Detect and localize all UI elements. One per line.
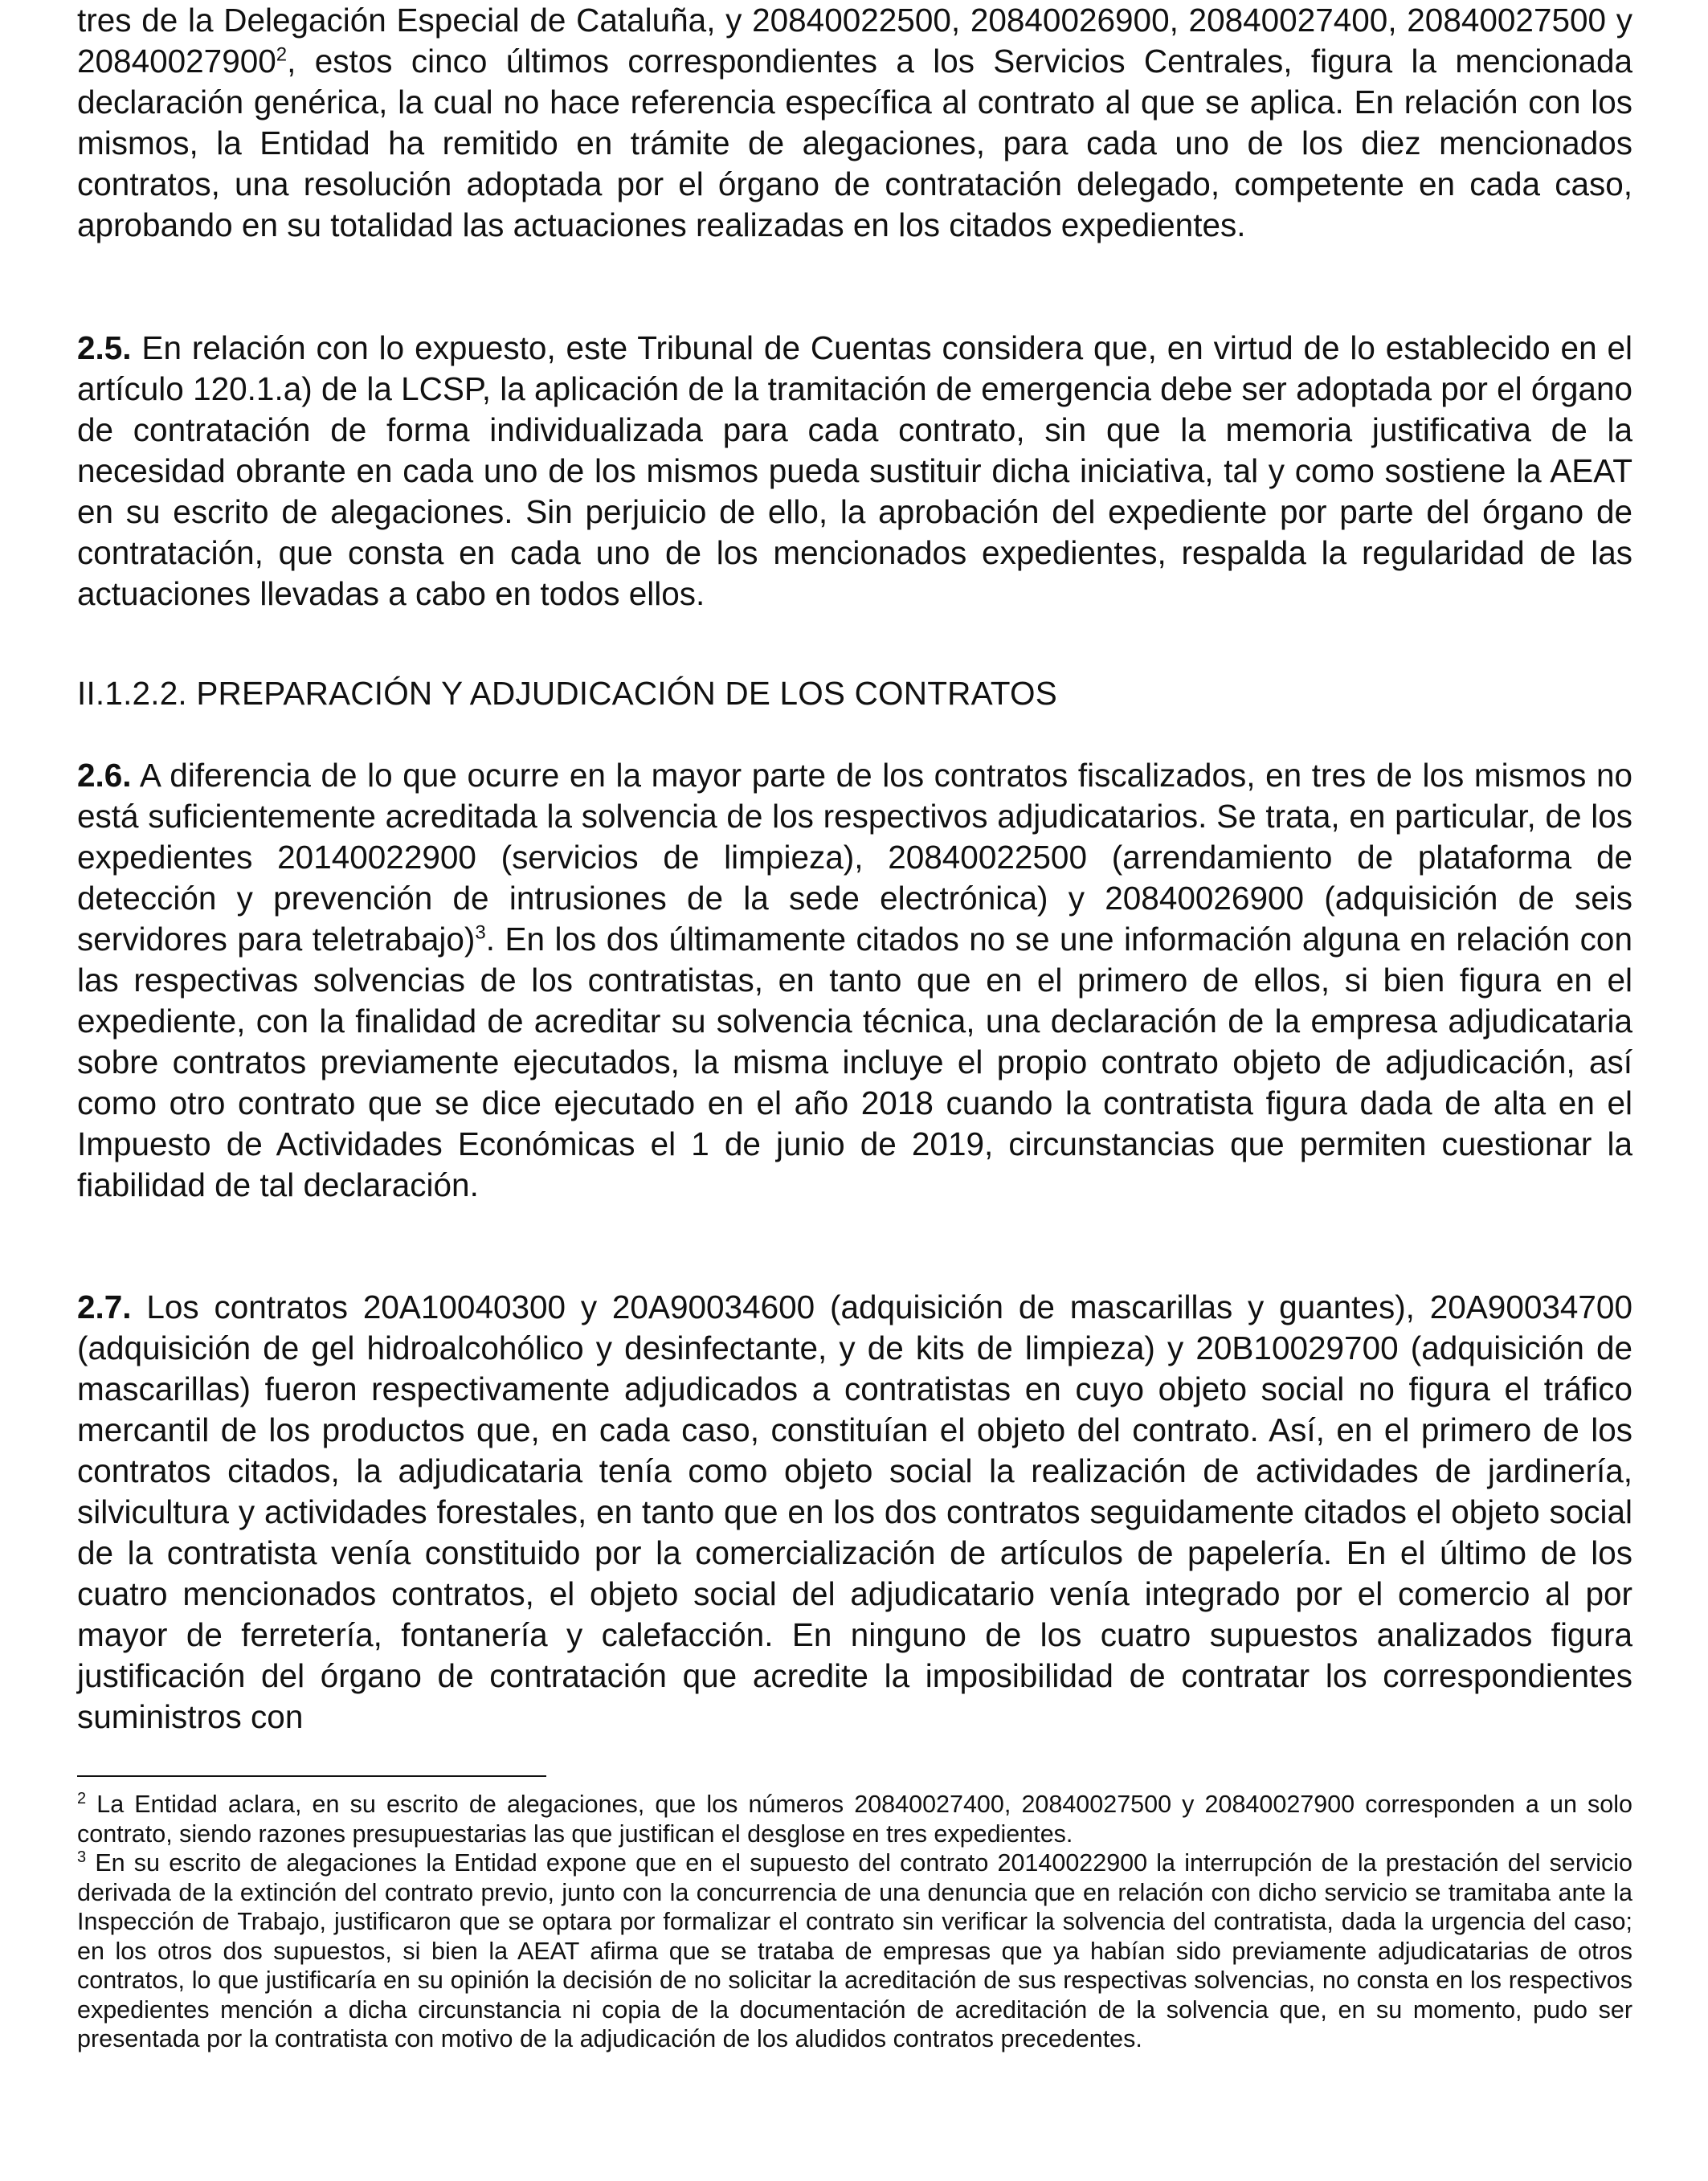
paragraph-2-5-text: En relación con lo expuesto, este Tribunal de Cuentas considera que, en virtud de lo establecido en el artículo 120.1.a) de la LCSP, la aplicación de la tramitación de emergencia debe ser adoptada por el órgano de contratación de forma individualizada para cada contrato, sin que la memoria justificativa de la necesidad obrante en cada uno de los mismos pueda sustituir dicha iniciativa, tal y como sostiene la AEAT en su escrito de alegaciones. Sin perjuicio de ello, la aprobación del expediente por parte del órgano de contratación, que consta en cada uno de los mencionados expedientes, respalda la regularidad de las actuaciones llevadas a cabo en todos ellos. [77,329,1632,612]
paragraph-2-6-text-a: A diferencia de lo que ocurre en la mayor parte de los contratos fiscalizados, en tres de los mismos no está suficientemente acreditada la solvencia de los respectivos adjudicatarios. Se trata, en particular, de los expedientes 20140022900 (servicios de limpieza), 20840022500 (arrendamiento de plataforma de detección y prevención de intrusiones de la sede electrónica) y 20840026900 (adquisición de seis servidores para teletrabajo) [77,757,1632,958]
footnote-3 [77,1848,1632,2054]
paragraph-2-7-text: Los contratos 20A10040300 y 20A90034600 (adquisición de mascarillas y guantes), 20A90034700 (adquisición de gel hidroalcohólico y desinfectante, y de kits de limpieza) y 20B10029700 (adquisición de mascarillas) fueron respectivamente adjudicados a contratistas en cuyo objeto social no figura el tráfico mercantil de los productos que, en cada caso, constituían el objeto del contrato. Así, en el primero de los contratos citados, la adjudicataria tenía como objeto social la realización de actividades de jardinería, silvicultura y actividades forestales, en tanto que en los dos contratos seguidamente citados el objeto social de la contratista venía constituido por la comercialización de artículos de papelería. En el último de los cuatro mencionados contratos, el objeto social del adjudicatario venía integrado por el comercio al por mayor de ferretería, fontanería y calefacción. En ninguno de los cuatro supuestos analizados figura justificación del órgano de contratación que acredite la imposibilidad de contratar los correspondientes suministros con [77,1289,1632,1735]
footnote-mark: 2 [77,1789,87,1807]
paragraph-2-6-text-b: . En los dos últimamente citados no se une información alguna en relación con las respectivas solvencias de los contratistas, en tanto que en el primero de ellos, si bien figura en el expediente, con la finalidad de acreditar su solvencia técnica, una declaración de la empresa adjudicataria sobre contratos previamente ejecutados, la misma incluye el propio contrato objeto de adjudicación, así como otro contrato que se dice ejecutado en el año 2018 cuando la contratista figura dada de alta en el Impuesto de Actividades Económicas el 1 de junio de 2019, circunstancias que permiten cuestionar la fiabilidad de tal declaración. [77,921,1632,1203]
paragraph-intro [77,0,1632,246]
footnote-2 [77,1790,1632,1848]
footnote-ref-2: 2 [276,43,288,66]
paragraph-intro-text-b: , estos cinco últimos correspondientes a los Servicios Centrales, figura la mencionada declaración genérica, la cual no hace referencia específica al contrato al que se aplica. En relación con los mismos, la Entidad ha remitido en trámite de alegaciones, para cada uno de los diez mencionados contratos, una resolución adoptada por el órgano de contratación delegado, competente en cada caso, aprobando en su totalidad las actuaciones realizadas en los citados expedientes. [77,43,1632,243]
paragraph-number: 2.5. [77,329,132,366]
footnotes [77,1790,1632,2054]
paragraph-2-6 [77,755,1632,1206]
section-heading: II.1.2.2. PREPARACIÓN Y ADJUDICACIÓN DE LOS CONTRATOS [77,675,1057,712]
footnote-mark: 3 [77,1848,87,1866]
paragraph-number: 2.6. [77,757,132,794]
paragraph-2-7 [77,1287,1632,1738]
footnote-text: En su escrito de alegaciones la Entidad expone que en el supuesto del contrato 20140022900 la interrupción de la prestación del servicio derivada de la extinción del contrato previo, junto con la concurrencia de una denuncia que en relación con dicho servicio se tramitaba ante la Inspección de Trabajo, justificaron que se optara por formalizar el contrato sin verificar la solvencia del contratista, dada la urgencia del caso; en los otros dos supuestos, si bien la AEAT afirma que se trataba de empresas que ya habían sido previamente adjudicatarias de otros contratos, lo que justificaría en su opinión la decisión de no solicitar la acreditación de sus respectivas solvencias, no consta en los respectivos expedientes mención a dicha circunstancia ni copia de la documentación de acreditación de la solvencia que, en su momento, pudo ser presentada por la contratista con motivo de la adjudicación de los aludidos contratos precedentes. [77,1849,1632,2052]
footnote-separator [77,1775,546,1777]
paragraph-intro-text-a: tres de la Delegación Especial de Cataluña, y 20840022500, 20840026900, 20840027400, 20840027500 y 20840027900 [77,2,1632,80]
footnote-ref-3: 3 [475,921,486,944]
footnote-text: La Entidad aclara, en su escrito de alegaciones, que los números 20840027400, 20840027500 y 20840027900 corresponden a un solo contrato, siendo razones presupuestarias las que justifican el desglose en tres expedientes. [77,1791,1632,1848]
paragraph-number: 2.7. [77,1289,132,1325]
paragraph-2-5 [77,328,1632,615]
